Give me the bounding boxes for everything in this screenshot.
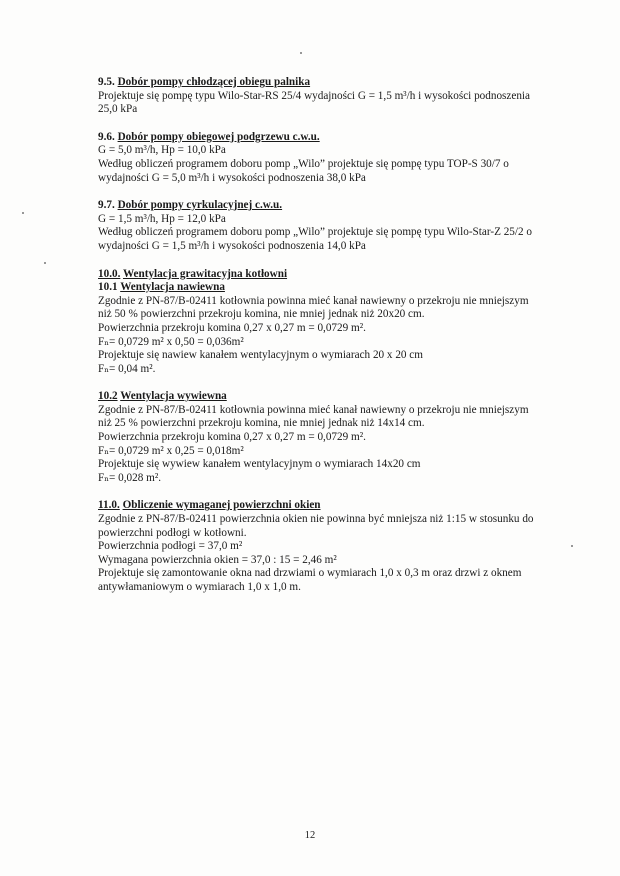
section-10-2-result: Fₙ= 0,028 m². [98, 471, 161, 484]
section-9-6-params: G = 5,0 m³/h, Hp = 10,0 kPa [98, 144, 226, 157]
section-9-5-title: Dobór pompy chłodzącej obiegu palnika [117, 76, 311, 88]
section-9-5-text: Projektuje się pompę typu Wilo-Star-RS 25/4 wydajności G = 1,5 m³/h i wysokości podnoszenia 25,0 kPa [98, 89, 531, 116]
section-9-7-text: Według obliczeń programem doboru pomp „Wilo” projektuje się pompę typu Wilo-Star-Z 25/2 o wydajności G = 1,5 m³/h i wysokości podnoszenia 14,0 kPa [98, 226, 532, 252]
section-10-2-heading [98, 390, 538, 404]
section-10-0-heading [98, 268, 538, 282]
section-10-2-title: Wentylacja wywiewna [120, 390, 227, 403]
document-body [98, 76, 538, 595]
section-11-0-requirement: Zgodnie z PN-87/B-02411 powierzchnia okien nie powinna być mniejsza niż 1:15 w stosunku do powierzchni podłogi w kotłowni. [98, 513, 534, 539]
section-9-5-number: 9.5. [98, 76, 115, 88]
section-9-5-heading [98, 76, 538, 90]
section-10-0-title: Wentylacja grawitacyjna kotłowni [122, 267, 288, 280]
section-10-1-requirement: Zgodnie z PN-87/B-02411 kotłownia powinna mieć kanał nawiewny o przekroju nie mniejszym niż 50 % powierzchni przekroju komina, nie mniej jednak niż 20x20 cm. [98, 294, 529, 321]
section-11-0 [98, 499, 538, 594]
section-9-5 [98, 76, 538, 117]
section-10-2-requirement: Zgodnie z PN-87/B-02411 kotłownia powinna mieć kanał nawiewny o przekroju nie mniejszym niż 25 % powierzchni przekroju komina, nie mniej jednak niż 14x14 cm. [98, 403, 529, 430]
section-11-0-heading [98, 499, 538, 513]
scan-speck [571, 545, 573, 547]
section-10-1-title: Wentylacja nawiewna [120, 281, 225, 294]
section-10-2 [98, 390, 538, 485]
section-9-7-number: 9.7. [98, 199, 115, 212]
section-11-0-design: Projektuje się zamontowanie okna nad drzwiami o wymiarach 1,0 x 0,3 m oraz drzwi z oknem antywłamaniowym o wymiarach 1,0 x 1,0 m. [98, 567, 522, 593]
section-10-1-design: Projektuje się nawiew kanałem wentylacyjnym o wymiarach 20 x 20 cm [98, 349, 423, 362]
section-9-6-number: 9.6. [98, 130, 115, 143]
section-10-2-number: 10.2 [98, 390, 118, 403]
scan-speck [300, 52, 302, 54]
section-10-2-calc: Fₙ= 0,0729 m² x 0,25 = 0,018m² [98, 444, 244, 457]
section-9-6-text: Według obliczeń programem doboru pomp „Wilo” projektuje się pompę typu TOP-S 30/7 o wydajności G = 5,0 m³/h i wysokości podnoszenia 38,0 kPa [98, 157, 509, 184]
section-9-6-title: Dobór pompy obiegowej podgrzewu c.w.u. [117, 130, 320, 143]
section-10-2-chimney-area: Powierzchnia przekroju komina 0,27 x 0,27 m = 0,0729 m². [98, 431, 366, 444]
section-10-0-number: 10.0. [98, 267, 121, 280]
section-11-0-number: 11.0. [98, 499, 120, 512]
section-11-0-window-area: Wymagana powierzchnia okien = 37,0 : 15 = 2,46 m² [98, 553, 337, 566]
scan-speck [22, 212, 24, 214]
section-9-6 [98, 131, 538, 185]
section-11-0-title: Obliczenie wymaganej powierzchni okien [122, 499, 321, 512]
section-9-7 [98, 199, 538, 253]
scan-speck [44, 262, 46, 264]
section-10-1-number: 10.1 [98, 281, 118, 294]
section-10-1-result: Fₙ= 0,04 m². [98, 362, 156, 375]
section-10-1-heading [98, 281, 538, 295]
section-9-6-heading [98, 131, 538, 145]
section-9-7-heading [98, 199, 538, 213]
section-10-1-chimney-area: Powierzchnia przekroju komina 0,27 x 0,27 m = 0,0729 m². [98, 321, 366, 334]
section-10-2-design: Projektuje się wywiew kanałem wentylacyjnym o wymiarach 14x20 cm [98, 458, 421, 471]
section-10-1-calc: Fₙ= 0,0729 m² x 0,50 = 0,036m² [98, 335, 244, 348]
section-9-7-params: G = 1,5 m³/h, Hp = 12,0 kPa [98, 212, 226, 225]
section-11-0-floor-area: Powierzchnia podłogi = 37,0 m² [98, 540, 243, 553]
section-9-7-title: Dobór pompy cyrkulacyjnej c.w.u. [117, 199, 283, 212]
section-10-0 [98, 268, 538, 377]
page-number: 12 [304, 830, 316, 841]
